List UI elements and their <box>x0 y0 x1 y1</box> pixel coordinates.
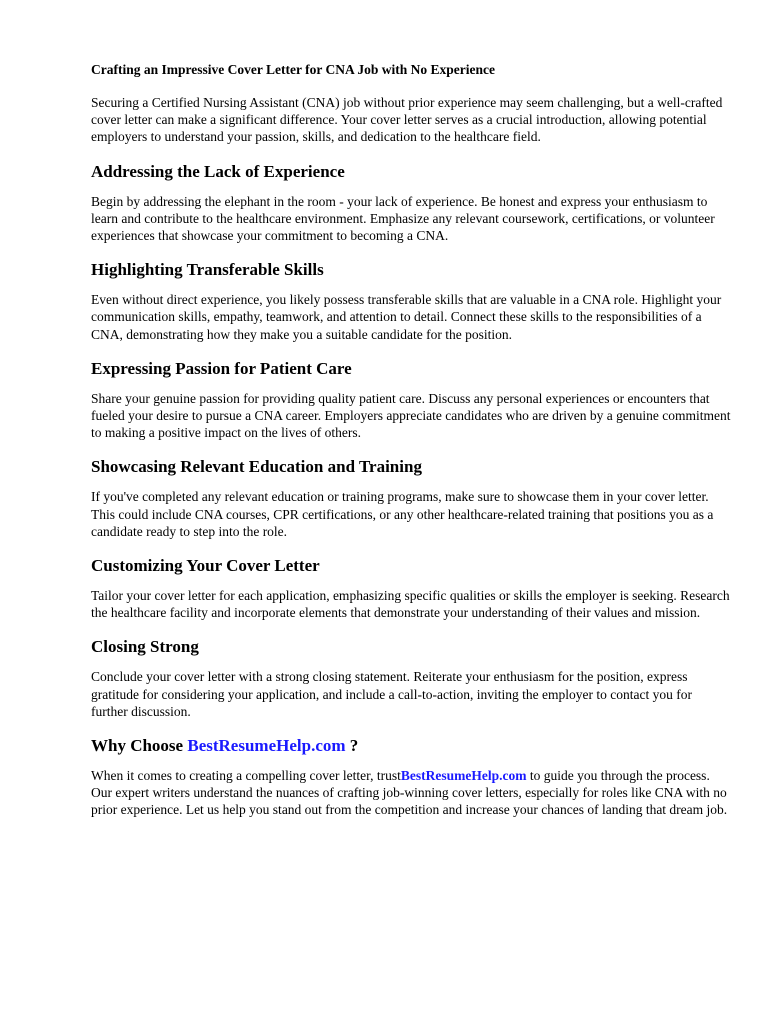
section-heading: Highlighting Transferable Skills <box>91 260 324 280</box>
section-body: Even without direct experience, you likely possess transferable skills that are valuable in a CNA role. Highlight your communication skills, empathy, teamwork, and attention to detail. Connect these skills to the responsibilities of a CNA, demonstrating how they make you a suitable candidate for the position. <box>91 292 722 342</box>
section-education-training <box>91 457 731 540</box>
bestresumehelp-body-link[interactable]: BestResumeHelp.com <box>400 768 527 784</box>
intro-paragraph: Securing a Certified Nursing Assistant (CNA) job without prior experience may seem challenging, but a well-crafted cover letter can make a significant difference. Your cover letter serves as a crucial introduction, allowing potential employers to understand your passion, skills, and dedication to the healthcare field. <box>91 95 723 145</box>
why-choose-body <box>91 767 731 819</box>
why-choose-body-suffix: to guide you through the process. Our expert writers understand the nuances of crafting job-winning cover letters, especially for roles like CNA with no prior experience. Let us help you stand out from the competition and increase your chances of landing that dream job. <box>91 768 728 818</box>
document-page <box>91 62 731 819</box>
document-title: Crafting an Impressive Cover Letter for CNA Job with No Experience <box>91 62 495 77</box>
section-heading: Expressing Passion for Patient Care <box>91 358 352 378</box>
why-choose-heading-suffix: ? <box>349 736 359 756</box>
section-heading: Showcasing Relevant Education and Training <box>91 457 422 477</box>
section-heading: Addressing the Lack of Experience <box>91 161 345 181</box>
why-choose-heading-prefix: Why Choose <box>91 736 184 756</box>
section-body: If you've completed any relevant education or training programs, make sure to showcase them in your cover letter. This could include CNA courses, CPR certifications, or any other healthcare-related training that positions you as a candidate ready to step into the role. <box>91 489 714 539</box>
section-closing-strong <box>91 637 731 720</box>
bestresumehelp-heading-link[interactable]: BestResumeHelp.com <box>187 736 346 756</box>
section-body: Share your genuine passion for providing quality patient care. Discuss any personal experiences or encounters that fueled your desire to pursue a CNA career. Employers appreciate candidates who are driven by a genuine commitment to making a positive impact on the lives of others. <box>91 390 731 441</box>
section-heading: Closing Strong <box>91 637 199 657</box>
section-body: Begin by addressing the elephant in the room - your lack of experience. Be honest and express your enthusiasm to learn and contribute to the healthcare environment. Emphasize any relevant coursework, certifications, or volunteer experiences that showcase your commitment to becoming a CNA. <box>91 193 715 244</box>
section-lack-of-experience <box>91 162 731 245</box>
section-transferable-skills <box>91 260 731 343</box>
section-body: Tailor your cover letter for each application, emphasizing specific qualities or skills the employer is seeking. Research the healthcare facility and incorporate elements that demonstrate your understanding of their values and mission. <box>91 588 730 621</box>
section-passion-patient-care <box>91 359 731 442</box>
why-choose-heading <box>91 736 731 756</box>
why-choose-body-prefix: When it comes to creating a compelling cover letter, trust <box>91 768 401 784</box>
section-why-choose <box>91 736 731 819</box>
section-customizing <box>91 556 731 621</box>
section-body: Conclude your cover letter with a strong closing statement. Reiterate your enthusiasm for the position, express gratitude for considering your application, and include a call-to-action, inviting the employer to contact you for further discussion. <box>91 669 692 719</box>
section-heading: Customizing Your Cover Letter <box>91 556 320 576</box>
